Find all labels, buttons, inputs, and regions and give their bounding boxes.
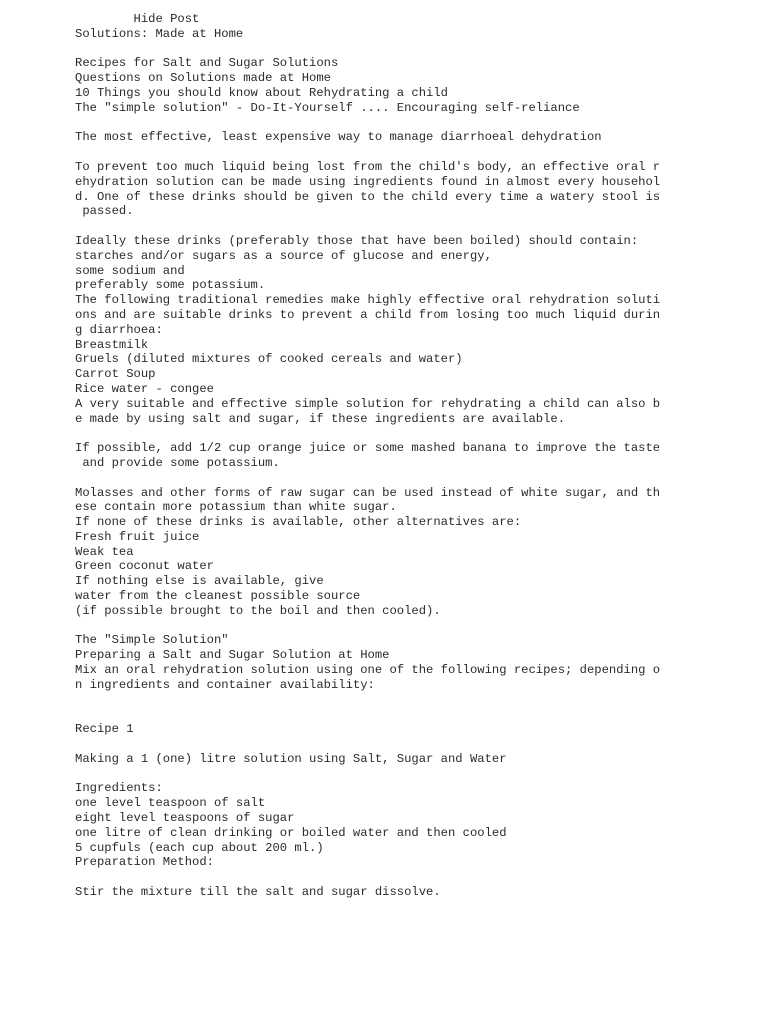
text-line: preferably some potassium. xyxy=(75,278,266,293)
text-line: Carrot Soup xyxy=(75,367,156,382)
blank-line xyxy=(75,619,675,634)
text-line: Recipes for Salt and Sugar Solutions xyxy=(75,56,339,71)
blank-line xyxy=(75,116,675,131)
blank-line xyxy=(75,737,675,752)
text-line: To prevent too much liquid being lost from the child's body, an effective oral r xyxy=(75,159,661,174)
blank-line xyxy=(75,767,675,782)
text-line: water from the cleanest possible source xyxy=(75,589,361,604)
blank-line xyxy=(75,471,675,486)
text-line: d. One of these drinks should be given to the child every time a watery stool is xyxy=(75,189,661,204)
text-line: Mix an oral rehydration solution using one of the following recipes; depending o xyxy=(75,663,661,678)
text-line: Rice water - congee xyxy=(75,381,214,396)
text-line: Making a 1 (one) litre solution using Salt, Sugar and Water xyxy=(75,751,507,766)
text-line: some sodium and xyxy=(75,263,185,278)
text-line: Solutions: Made at Home xyxy=(75,26,244,41)
text-line: The "simple solution" - Do-It-Yourself .... Encouraging self-reliance xyxy=(75,100,580,115)
text-line: one level teaspoon of salt xyxy=(75,796,266,811)
text-line: Ideally these drinks (preferably those that have been boiled) should contain: xyxy=(75,233,639,248)
text-line: Recipe 1 xyxy=(75,722,134,737)
text-line: The following traditional remedies make highly effective oral rehydration soluti xyxy=(75,293,661,308)
blank-line xyxy=(75,707,675,722)
text-line: 5 cupfuls (each cup about 200 ml.) xyxy=(75,840,324,855)
text-line: e made by using salt and sugar, if these ingredients are available. xyxy=(75,411,566,426)
document-body xyxy=(75,12,675,900)
blank-line xyxy=(75,42,675,57)
blank-line xyxy=(75,693,675,708)
text-line: Preparation Method: xyxy=(75,855,214,870)
text-line: A very suitable and effective simple solution for rehydrating a child can also b xyxy=(75,396,661,411)
text-line: passed. xyxy=(75,204,134,219)
text-line: Preparing a Salt and Sugar Solution at Home xyxy=(75,648,390,663)
text-line: (if possible brought to the boil and then cooled). xyxy=(75,603,441,618)
blank-line xyxy=(75,145,675,160)
text-line: If nothing else is available, give xyxy=(75,574,324,589)
text-line: n ingredients and container availability: xyxy=(75,677,375,692)
text-line: ese contain more potassium than white sugar. xyxy=(75,500,397,515)
text-line: Ingredients: xyxy=(75,781,163,796)
text-line: 10 Things you should know about Rehydrating a child xyxy=(75,85,448,100)
text-line: ehydration solution can be made using ingredients found in almost every househol xyxy=(75,174,661,189)
hide-post-link[interactable]: Hide Post xyxy=(75,12,200,26)
text-line: The most effective, least expensive way to manage diarrhoeal dehydration xyxy=(75,130,602,145)
blank-line xyxy=(75,870,675,885)
text-line: and provide some potassium. xyxy=(75,455,280,470)
text-line: starches and/or sugars as a source of glucose and energy, xyxy=(75,248,492,263)
text-line: Questions on Solutions made at Home xyxy=(75,71,331,86)
text-line: Stir the mixture till the salt and sugar dissolve. xyxy=(75,885,441,900)
text-line: If possible, add 1/2 cup orange juice or some mashed banana to improve the taste xyxy=(75,441,661,456)
text-line: ons and are suitable drinks to prevent a child from losing too much liquid durin xyxy=(75,307,661,322)
text-line: Molasses and other forms of raw sugar can be used instead of white sugar, and th xyxy=(75,485,661,500)
text-line: The "Simple Solution" xyxy=(75,633,229,648)
text-line: Green coconut water xyxy=(75,559,214,574)
text-line: If none of these drinks is available, other alternatives are: xyxy=(75,515,522,530)
text-line: Breastmilk xyxy=(75,337,149,352)
text-line: Weak tea xyxy=(75,544,134,559)
blank-line xyxy=(75,219,675,234)
text-line: g diarrhoea: xyxy=(75,322,163,337)
text-line: Gruels (diluted mixtures of cooked cereals and water) xyxy=(75,352,463,367)
blank-line xyxy=(75,426,675,441)
text-line: Fresh fruit juice xyxy=(75,529,200,544)
text-line: eight level teaspoons of sugar xyxy=(75,811,295,826)
text-line: one litre of clean drinking or boiled water and then cooled xyxy=(75,825,507,840)
